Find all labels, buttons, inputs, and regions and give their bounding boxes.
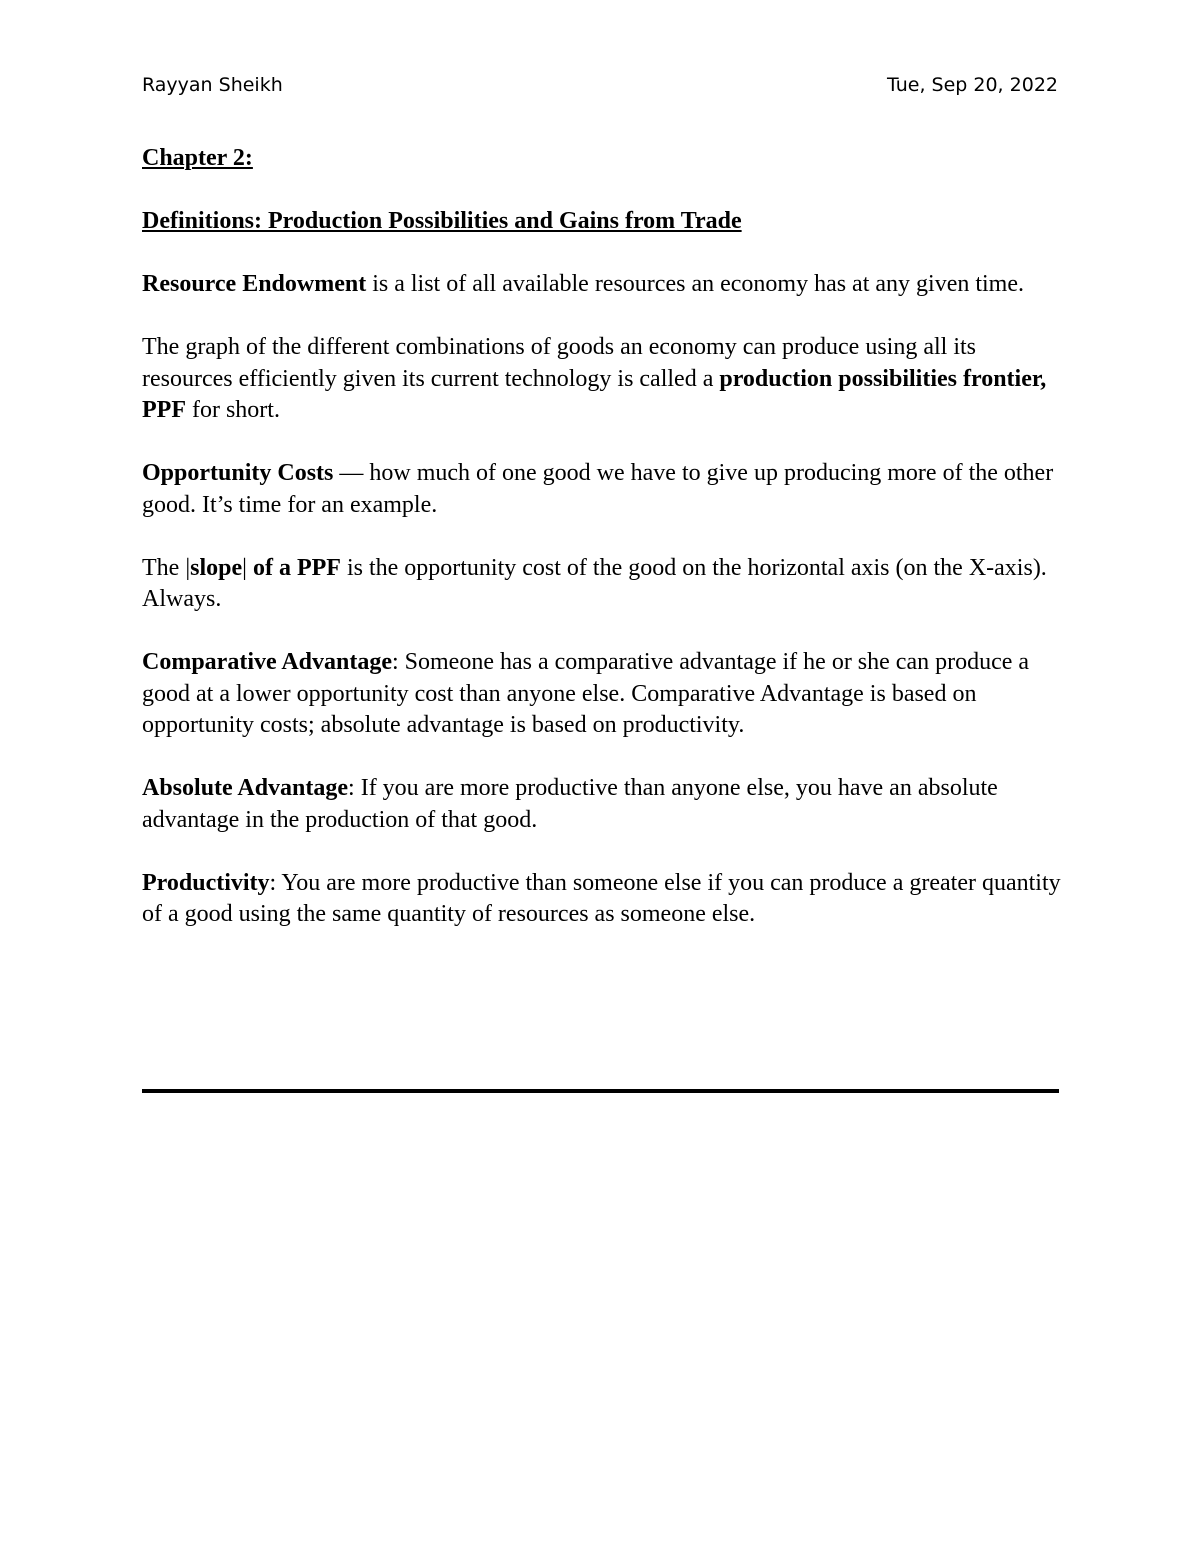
section-title: Definitions: Production Possibilities and Gains from Trade [142, 208, 742, 234]
ppf-text-before: The graph of the different combinations of goods an economy can produce using all its resources efficiently given its current technology is called a [142, 334, 976, 392]
paragraph-ppf [142, 332, 1062, 427]
document-body [142, 143, 1062, 962]
slope-text-before: The | [142, 554, 191, 581]
paragraph-comparative-advantage [142, 647, 1062, 742]
paragraph-resource-endowment [142, 269, 1062, 301]
term-resource-endowment: Resource Endowment [142, 271, 367, 297]
document-date: Tue, Sep 20, 2022 [887, 74, 1058, 96]
ppf-text-after: for short. [185, 397, 280, 423]
definition-opportunity-costs: — how much of one good we have to give up producing more of the other good. It’s time for an example. [142, 460, 1054, 518]
paragraph-slope [142, 553, 1062, 616]
slope-text-after: is the opportunity cost of the good on the horizontal axis (on the X-axis). Always. [142, 554, 1047, 612]
slope-text-mid: | [242, 554, 253, 581]
term-slope: slope [190, 554, 243, 581]
term-productivity: Productivity [142, 869, 270, 896]
definition-resource-endowment: is a list of all available resources an economy has at any given time. [366, 271, 1025, 297]
horizontal-divider [142, 1089, 1059, 1093]
paragraph-productivity [142, 868, 1062, 931]
definition-comparative-advantage: : Someone has a comparative advantage if he or she can produce a good at a lower opportunity cost than anyone else. Comparative Advantage is based on opportunity costs; absolute advantage is based on productivity. [142, 649, 1030, 738]
author-name: Rayyan Sheikh [142, 74, 283, 96]
term-opportunity-costs: Opportunity Costs [142, 460, 334, 486]
definition-absolute-advantage: : If you are more productive than anyone else, you have an absolute advantage in the production of that good. [142, 775, 998, 833]
term-comparative-advantage: Comparative Advantage [142, 649, 392, 675]
paragraph-absolute-advantage [142, 773, 1062, 836]
term-of-a-ppf: of a PPF [252, 554, 341, 581]
definition-productivity: : You are more productive than someone else if you can produce a greater quantity of a good using the same quantity of resources as someone else. [142, 869, 1061, 927]
paragraph-opportunity-costs [142, 458, 1062, 521]
term-absolute-advantage: Absolute Advantage [142, 775, 349, 801]
term-ppf: production possibilities frontier, PPF [142, 365, 1047, 423]
chapter-title: Chapter 2: [142, 145, 253, 171]
